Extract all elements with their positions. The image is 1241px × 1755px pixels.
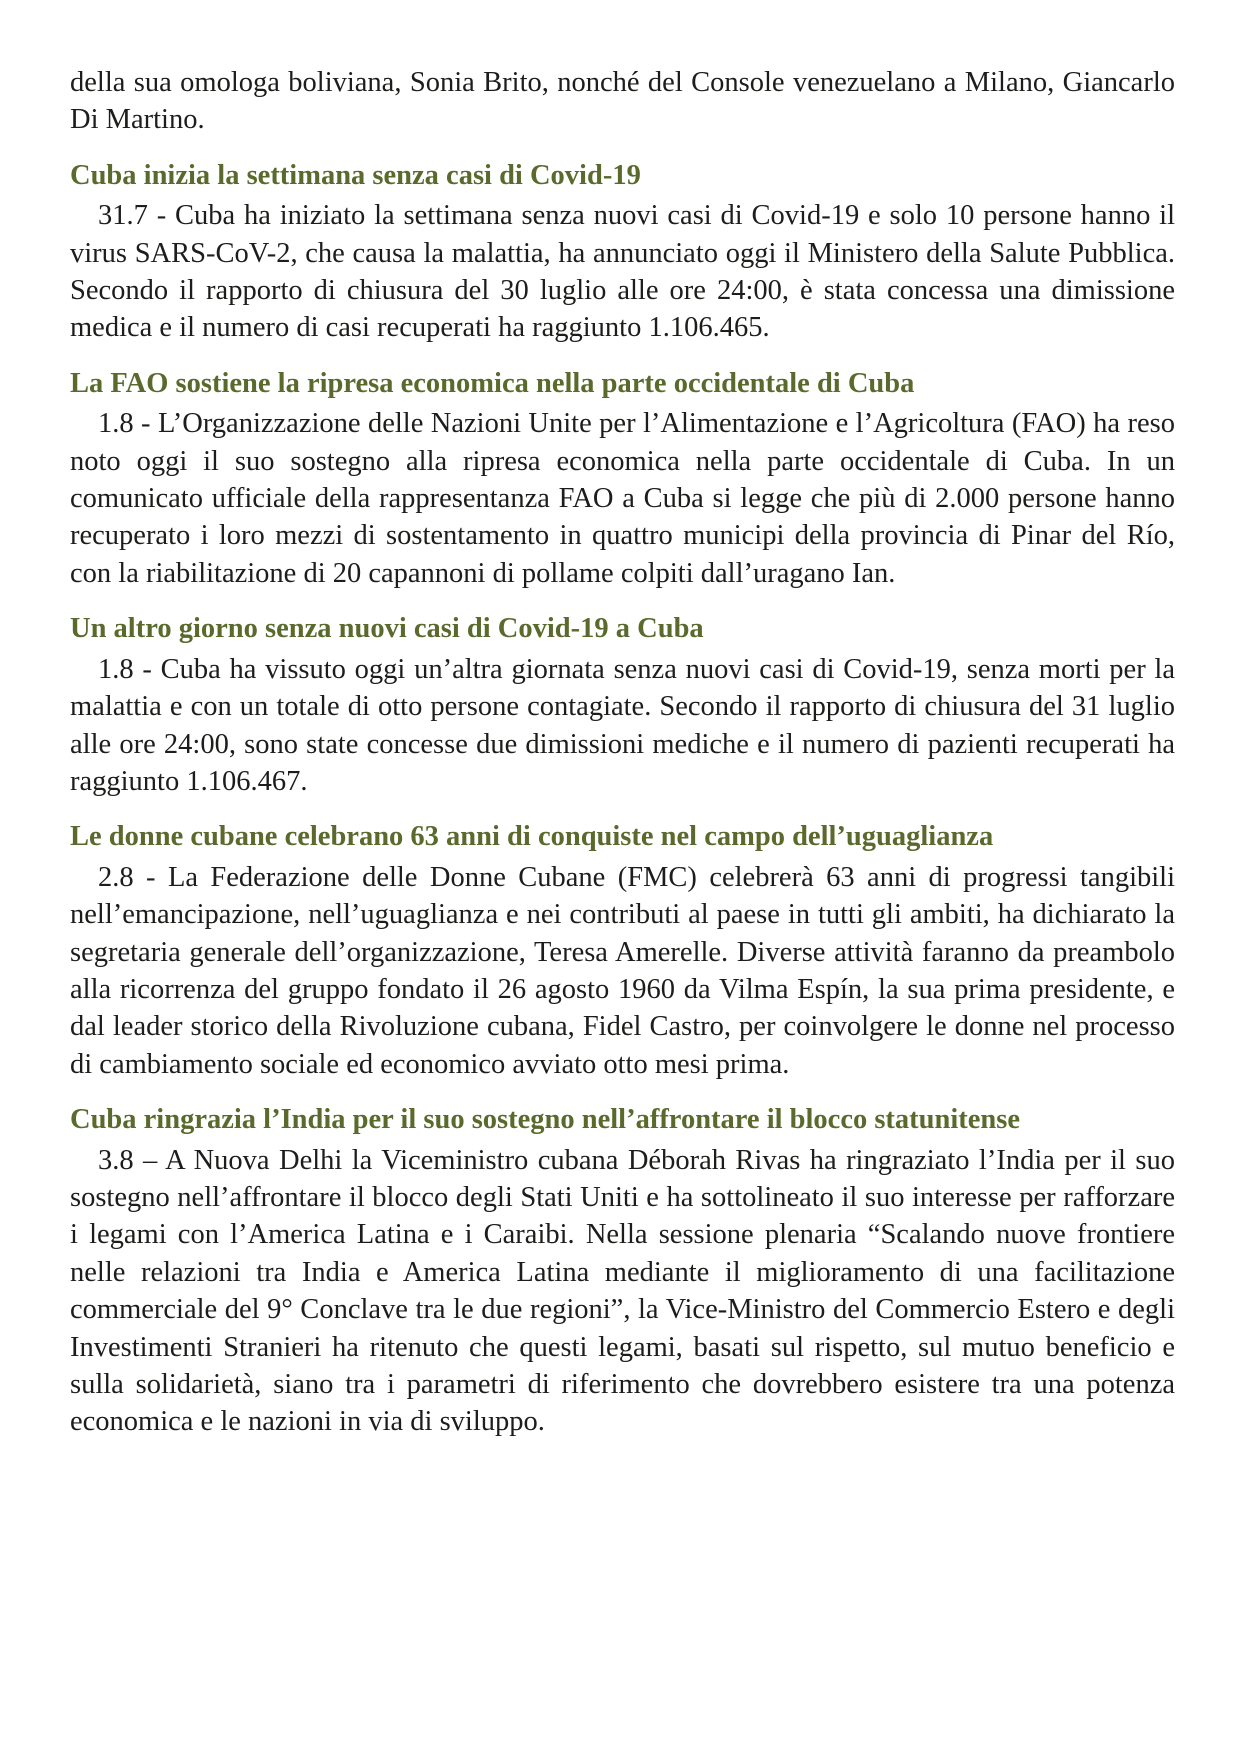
article-body: 31.7 - Cuba ha iniziato la settimana senza nuovi casi di Covid-19 e solo 10 persone hanno il virus SARS-CoV-2, che causa la malattia, ha annunciato oggi il Ministero della Salute Pubblica. Secondo il rapporto di chiusura del 30 luglio alle ore 24:00, è stata concessa una dimissione medica e il numero di casi recuperati ha raggiunto 1.106.465.: [70, 200, 1175, 344]
article-heading: Cuba ringrazia l’India per il suo sostegno nell’affrontare il blocco statunitense: [70, 1104, 1021, 1136]
article-fao-recovery: [70, 365, 1175, 592]
intro-paragraph: della sua omologa boliviana, Sonia Brito, nonché del Console venezuelano a Milano, Giancarlo Di Martino.: [70, 67, 1175, 136]
article-body: 1.8 - Cuba ha vissuto oggi un’altra giornata senza nuovi casi di Covid-19, senza morti per la malattia e con un totale di otto persone contagiate. Secondo il rapporto di chiusura del 31 luglio alle ore 24:00, sono state concesse due dimissioni mediche e il numero di pazienti recuperati ha raggiunto 1.106.467.: [70, 653, 1175, 797]
article-another-day-no-covid: [70, 610, 1175, 800]
article-cuba-week-no-covid: [70, 157, 1175, 347]
article-body: 3.8 – A Nuova Delhi la Viceministro cubana Déborah Rivas ha ringraziato l’India per il suo sostegno nell’affrontare il blocco degli Stati Uniti e ha sottolineato il suo interesse per rafforzare i legami con l’America Latina e i Caraibi. Nella sessione plenaria “Scalando nuove frontiere nelle relazioni tra India e America Latina mediante il miglioramento di una facilitazione commerciale del 9° Conclave tra le due regioni”, la Vice-Ministro del Commercio Estero e degli Investimenti Stranieri ha ritenuto che questi legami, basati sul rispetto, sul mutuo beneficio e sulla solidarietà, siano tra i parametri di riferimento che dovrebbero esistere tra una potenza economica e le nazioni in via di sviluppo.: [70, 1144, 1175, 1438]
article-body: 2.8 - La Federazione delle Donne Cubane (FMC) celebrerà 63 anni di progressi tangibili nell’emancipazione, nell’uguaglianza e nei contributi al paese in tutti gli ambiti, ha dichiarato la segretaria generale dell’organizzazione, Teresa Amerelle. Diverse attività faranno da preambolo alla ricorrenza del gruppo fondato il 26 agosto 1960 da Vilma Espín, la sua prima presidente, e dal leader storico della Rivoluzione cubana, Fidel Castro, per coinvolgere le donne nel processo di cambiamento sociale ed economico avviato otto mesi prima.: [70, 861, 1175, 1080]
article-heading: Cuba inizia la settimana senza casi di Covid-19: [70, 159, 641, 191]
article-heading: Le donne cubane celebrano 63 anni di conquiste nel campo dell’uguaglianza: [70, 821, 994, 853]
article-cuba-thanks-india: [70, 1101, 1175, 1441]
article-heading: Un altro giorno senza nuovi casi di Covid-19 a Cuba: [70, 613, 704, 645]
article-cuban-women-equality: [70, 818, 1175, 1083]
document-page: [70, 64, 1175, 1441]
article-body: 1.8 - L’Organizzazione delle Nazioni Unite per l’Alimentazione e l’Agricoltura (FAO) ha reso noto oggi il suo sostegno alla ripresa economica nella parte occidentale di Cuba. In un comunicato ufficiale della rappresentanza FAO a Cuba si legge che più di 2.000 persone hanno recuperato i loro mezzi di sostentamento in quattro municipi della provincia di Pinar del Río, con la riabilitazione di 20 capannoni di pollame colpiti dall’uragano Ian.: [70, 408, 1175, 589]
article-heading: La FAO sostiene la ripresa economica nella parte occidentale di Cuba: [70, 367, 915, 399]
